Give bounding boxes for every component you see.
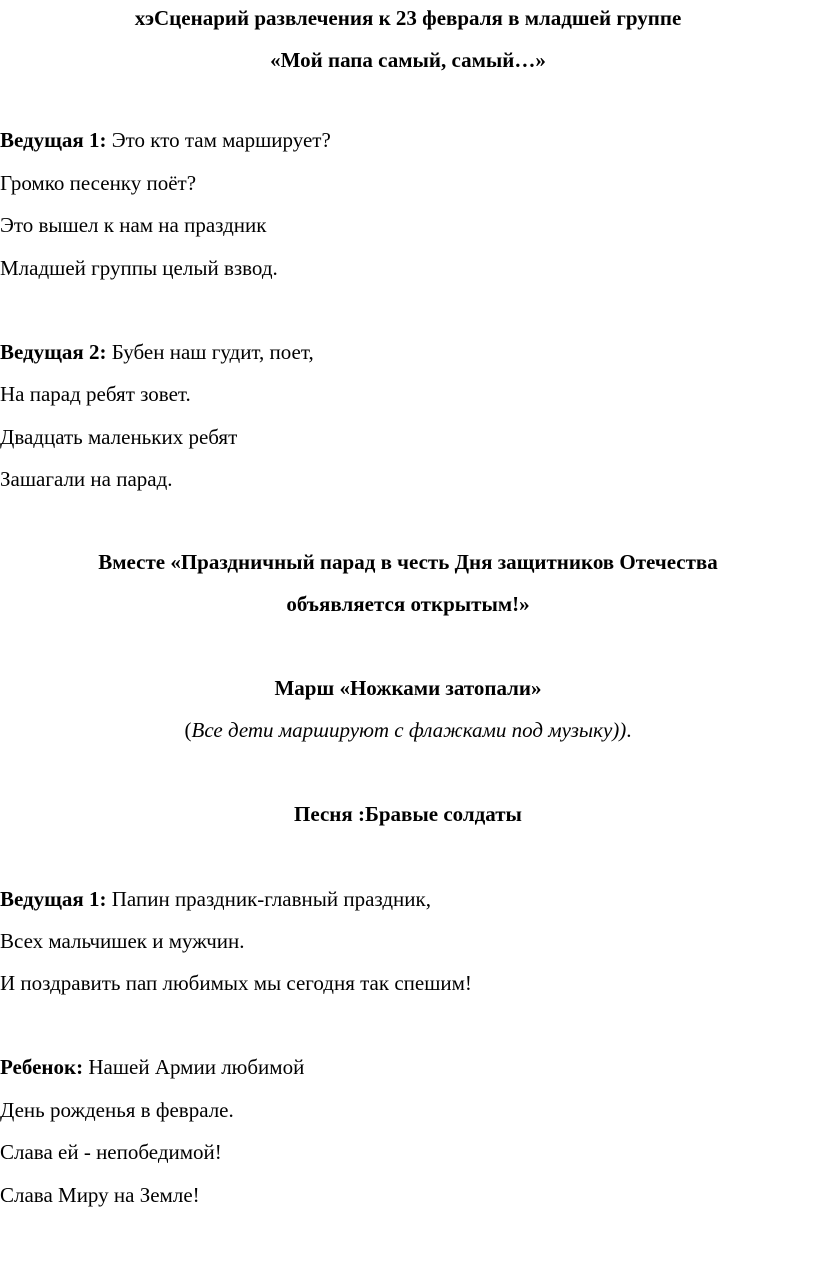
verse-line: Всех мальчишек и мужчин. — [0, 929, 245, 953]
period: . — [626, 718, 632, 742]
verse-line: День рожденья в феврале. — [0, 1098, 234, 1122]
together-line: объявляется открытым!» — [286, 592, 530, 616]
verse-text: Бубен наш гудит, поет, — [106, 340, 314, 364]
verse-line: На парад ребят зовет. — [0, 382, 191, 406]
verse-text: Это кто там марширует? — [106, 128, 331, 152]
stage-direction-text: Все дети маршируют с флажками под музыку)) — [191, 718, 627, 742]
march-title: Марш «Ножками затопали» — [274, 676, 542, 700]
verse-text: Папин праздник-главный праздник, — [106, 887, 431, 911]
verse-line: Слава Миру на Земле! — [0, 1183, 200, 1207]
speaker-line-2 — [0, 338, 314, 366]
document-subtitle: «Мой папа самый, самый…» — [270, 48, 546, 72]
speaker-label: Ребенок: — [0, 1055, 84, 1079]
verse-line: Двадцать маленьких ребят — [0, 425, 238, 449]
speaker-label: Ведущая 2: — [0, 340, 107, 364]
speaker-line-3 — [0, 885, 431, 913]
stage-direction — [0, 716, 816, 744]
together-line: Вместе «Праздничный парад в честь Дня защитников Отечества — [98, 550, 718, 574]
paren-open: ( — [184, 718, 192, 742]
verse-line: Это вышел к нам на праздник — [0, 213, 267, 237]
song-title: Песня :Бравые солдаты — [294, 802, 522, 826]
verse-line: Слава ей - непобедимой! — [0, 1140, 222, 1164]
verse-text: Нашей Армии любимой — [83, 1055, 305, 1079]
speaker-line-1 — [0, 126, 331, 154]
verse-line: Зашагали на парад. — [0, 467, 173, 491]
document-title: хэСценарий развлечения к 23 февраля в младшей группе — [134, 6, 682, 30]
verse-line: И поздравить пап любимых мы сегодня так спешим! — [0, 971, 472, 995]
verse-line: Громко песенку поёт? — [0, 171, 197, 195]
speaker-label: Ведущая 1: — [0, 128, 107, 152]
speaker-line-4 — [0, 1053, 304, 1081]
speaker-label: Ведущая 1: — [0, 887, 107, 911]
verse-line: Младшей группы целый взвод. — [0, 256, 278, 280]
